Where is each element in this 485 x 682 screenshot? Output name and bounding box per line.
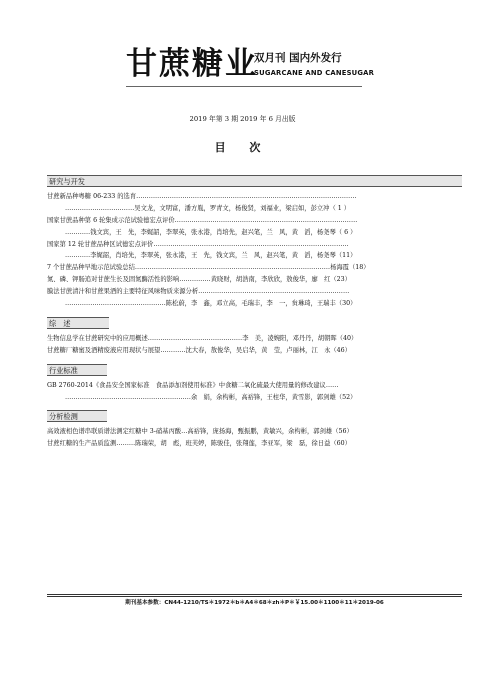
toc-entry-authors[interactable]: …………钱文宾，王 先，李娓韶，李翠英，张永港，肖培先，赵兴笔，兰 风，黄 滔，杨尧琴（ 6 ） [65,228,357,236]
section-heading-standards: 行业标准 [47,364,107,376]
issue-info: 2019 年第 3 期 2019 年 6 月出版 [189,115,296,123]
toc-entry[interactable]: 甘蔗红糖的生产品质监测………陈瑞荣，胡 彪，班芙婷，陈骏佳，张翔莲，李亚军，梁 磊，徐日益（60） [47,440,351,448]
footer-rule-bottom [47,596,462,597]
toc-entry-authors[interactable]: ……………………………吴文龙，文明富，潘方胤，罗青文，杨俊贤，刘福业，梁启如，彭立冲（ 1 ） [65,204,351,212]
toc-entry[interactable]: 国家第 12 轮甘蔗品种区试德宏点评价………………………………………………………………………………… [47,240,349,248]
toc-entry[interactable]: 膜法甘蔗清汁和甘蔗果酒的主要特征风味物质来源分析……………………………………………………………… [47,288,350,296]
toc-entry[interactable]: 国家甘蔗品种第 6 轮集成示范试验德宏点评价…………………………………………………………………………… [47,216,358,224]
masthead [126,44,376,88]
toc-entry[interactable]: 氮、磷、钾肠追对甘蔗生长及固氮酶活性的影响……………黄晓财，胡浩南，李欣欣，敖俊华，廖 红（23） [47,276,351,284]
toc-entry[interactable]: 甘蔗糖厂糖蜜及酒精废液应用现状与展望…………沈大春，敖俊华，吴启华，黄 莹，卢丽林，江 永（46） [47,346,351,354]
journal-english-title: SUGARCANE AND CANESUGAR [254,69,375,77]
journal-title: 甘蔗糖业 [126,46,258,82]
table-of-contents [47,175,462,450]
toc-entry[interactable]: GB 2760-2014《食品安全国家标准 食品添加剂使用标准》中食糖二氧化硫最大使用量的修改建议…… [47,381,339,389]
footer-rule-top [47,594,462,595]
toc-entry[interactable]: 7 个甘蔗品种早地示范试验总结…………………………………………………………………………………杨海霞（18） [47,264,370,272]
toc-entry[interactable]: 甘蔗新品种粤糖 06-233 的选育…………………………………………………………………………………………… [47,193,357,200]
toc-entry-authors[interactable]: …………李娓韶，肖培先，李翠英，张永港，王 先，钱文宾，兰 风，赵兴笔，黄 滔，杨尧琴（11） [65,252,357,260]
journal-parameters: 期刊基本参数：CN44-1210/TS＊1972＊b＊A4＊68＊zh＊P＊￥15.00＊1100＊11＊2019-06 [125,600,384,606]
section-heading-research: 研究与开发 [47,175,462,187]
masthead-rule [126,86,362,87]
journal-subtitle: 双月刊 国内外发行 [254,52,342,64]
toc-entry[interactable]: 高效液相色谱串联质谱法测定红糖中 3-硝基丙酸…高裕锋，庞扬海，甄振鹏，黄敏兴，余构彬，郭剑雄（56） [47,428,353,436]
section-heading-analysis: 分析检测 [47,410,107,422]
toc-entry-authors[interactable]: …………………………………………陈松蔚，李 鑫，邓立高，毛瑞丰，李 一，贠琳琦，王瑞丰（30） [65,300,357,308]
toc-title: 目 次 [214,141,271,154]
toc-entry-authors[interactable]: ……………………………………………………余 娟，余构彬，高裕锋，王柱华，黄雪影，郭剑雄（52） [65,393,357,401]
toc-entry[interactable]: 生物信息学在甘蔗研究中的应用概述………………………………………李 美，凌婉阳，邓丹丹，胡朝晖（40） [47,334,358,342]
section-heading-review: 综 述 [47,317,109,329]
